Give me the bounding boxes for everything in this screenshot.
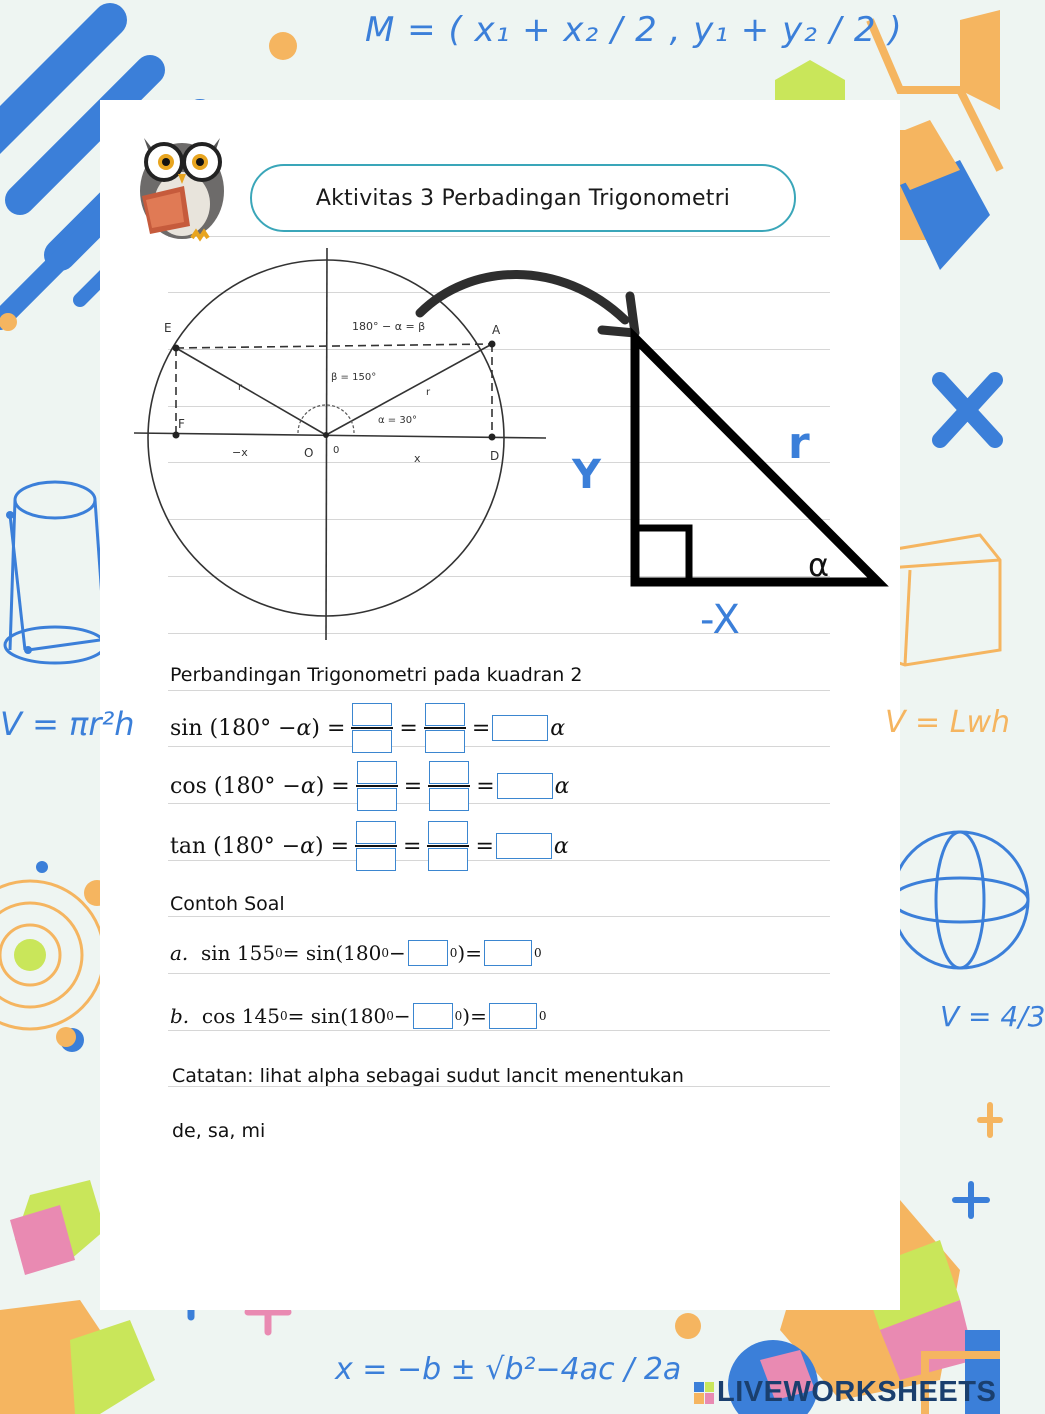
fraction-input-2 [428, 761, 470, 811]
fraction-input-2 [424, 703, 466, 753]
tail-var: α [550, 715, 566, 741]
result-input[interactable] [489, 1003, 537, 1029]
label-beta-equation: 180° − α = β [352, 320, 426, 333]
equals-sign: = [475, 833, 494, 859]
numerator-input[interactable] [429, 761, 469, 784]
fraction-input-1 [351, 703, 393, 753]
example-b-row [170, 996, 546, 1036]
denominator-input[interactable] [356, 848, 396, 871]
close-paren: ) [457, 941, 466, 965]
angle-input[interactable] [408, 940, 448, 966]
logo-text: LIVEWORKSHEETS [717, 1376, 997, 1408]
equals-sign: = [465, 941, 482, 965]
quadratic-formula: x = −b ± √b²−4ac / 2a [335, 1352, 682, 1387]
label-origin-o: O [304, 446, 314, 460]
minus-sign: − [393, 1004, 411, 1028]
title-box [250, 164, 796, 232]
example-lhs: cos 145 [201, 1004, 280, 1028]
owl-mascot-icon [122, 116, 242, 246]
ruled-line [168, 973, 830, 974]
right-triangle-diagram [560, 318, 890, 643]
label-r: r [788, 418, 810, 469]
midpoint-formula: M = ( x₁ + x₂ / 2 , y₁ + y₂ / 2 ) [365, 10, 903, 50]
liveworksheets-logo [694, 1376, 996, 1409]
func-name: tan [170, 833, 207, 859]
degree-sup: 0 [538, 1009, 547, 1023]
numerator-input[interactable] [356, 821, 396, 844]
ruled-line [168, 236, 830, 237]
label-point-d: D [490, 449, 500, 463]
degree-sup: 0 [279, 1009, 288, 1023]
denominator-input[interactable] [425, 730, 465, 753]
tan-identity-row [170, 820, 569, 872]
label-r-left: r [238, 382, 243, 393]
func-var: α [300, 833, 316, 859]
angle-input[interactable] [413, 1003, 453, 1029]
label-point-e: E [164, 321, 172, 335]
func-close: ) = [315, 833, 350, 859]
result-input[interactable] [484, 940, 532, 966]
section-heading-quadrant: Perbandingan Trigonometri pada kuadran 2 [170, 664, 583, 686]
example-lhs: sin 155 [201, 941, 276, 965]
answer-input[interactable] [492, 715, 548, 741]
func-arg: (180° − [213, 773, 301, 799]
func-name: cos [170, 773, 207, 799]
equals-sign: = [403, 773, 423, 799]
label-origin-zero: 0 [333, 445, 340, 456]
example-label: a. [170, 941, 189, 965]
label-y: Y [572, 452, 601, 498]
label-point-a: A [492, 323, 501, 337]
denominator-input[interactable] [428, 848, 468, 871]
equals-sign: = [399, 715, 418, 741]
degree-sup: 0 [381, 946, 389, 960]
answer-input[interactable] [497, 773, 553, 799]
note-line-1: Catatan: lihat alpha sebagai sudut lancit menentukan [172, 1065, 684, 1087]
degree-sup: 0 [454, 1009, 463, 1023]
sphere-formula: V = 4/3 [940, 1000, 1045, 1033]
cylinder-formula: V = πr²h [0, 705, 135, 743]
sin-identity-row [170, 702, 565, 754]
label-alpha-angle: α [808, 546, 830, 584]
equals-sign: = [470, 1004, 487, 1028]
note-line-2: de, sa, mi [172, 1120, 266, 1142]
func-close: ) = [311, 715, 346, 741]
answer-input[interactable] [496, 833, 552, 859]
degree-sup: 0 [533, 946, 542, 960]
ruled-line [168, 916, 830, 917]
fraction-input-2 [427, 821, 469, 871]
label-r-right: r [426, 387, 431, 398]
example-mid: = sin(180 [282, 941, 382, 965]
equals-sign: = [471, 715, 491, 741]
label-minus-x: −x [232, 446, 248, 459]
func-var: α [300, 773, 316, 799]
equals-sign: = [476, 773, 495, 799]
close-paren: ) [462, 1004, 471, 1028]
degree-sup: 0 [275, 946, 283, 960]
denominator-input[interactable] [429, 788, 469, 811]
box-formula: V = Lwh [885, 705, 1010, 740]
ruled-line [168, 690, 830, 691]
page-title: Aktivitas 3 Perbadingan Trigonometri [315, 185, 731, 211]
tail-var: α [554, 773, 570, 799]
func-arg: (180° − [209, 715, 297, 741]
example-mid: = sin(180 [287, 1004, 387, 1028]
label-minus-x-triangle: -X [700, 597, 740, 643]
equals-sign: = [403, 833, 422, 859]
fraction-input-1 [355, 821, 397, 871]
degree-sup: 0 [386, 1009, 394, 1023]
numerator-input[interactable] [357, 761, 397, 784]
denominator-input[interactable] [357, 788, 397, 811]
logo-mark-icon [694, 1382, 714, 1404]
tail-var: α [553, 833, 569, 859]
numerator-input[interactable] [428, 821, 468, 844]
numerator-input[interactable] [425, 703, 465, 726]
label-point-f: F [178, 417, 185, 431]
section-heading-examples: Contoh Soal [170, 893, 285, 915]
fraction-input-1 [356, 761, 398, 811]
degree-sup: 0 [449, 946, 458, 960]
minus-sign: − [389, 941, 406, 965]
cos-identity-row [170, 760, 569, 812]
numerator-input[interactable] [352, 703, 392, 726]
func-var: α [296, 715, 312, 741]
func-close: ) = [315, 773, 350, 799]
example-label: b. [170, 1004, 190, 1028]
func-arg: (180° − [213, 833, 301, 859]
label-x: x [414, 452, 421, 465]
label-beta-value: β = 150° [331, 372, 377, 383]
denominator-input[interactable] [352, 730, 392, 753]
example-a-row [170, 933, 542, 973]
func-name: sin [170, 715, 203, 741]
label-alpha-value: α = 30° [378, 415, 418, 426]
